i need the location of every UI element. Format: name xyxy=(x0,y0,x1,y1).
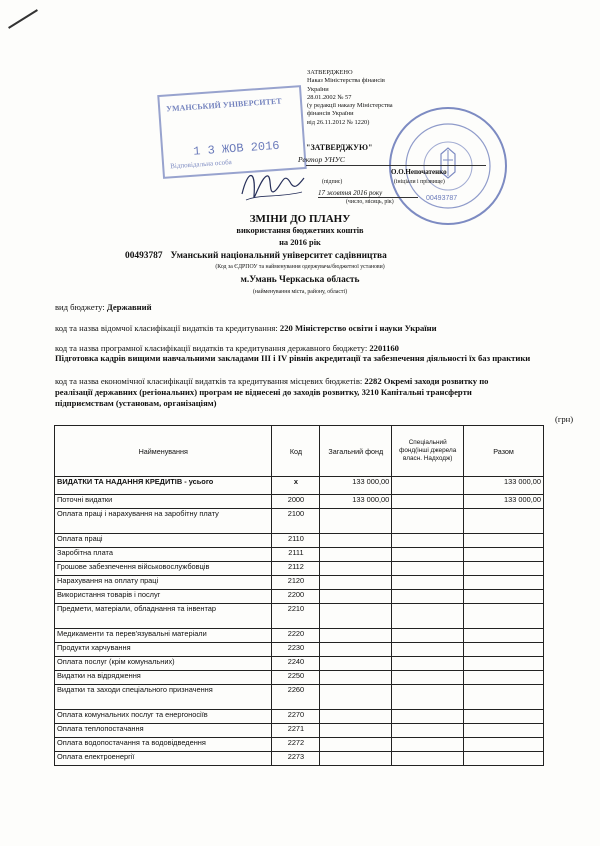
row-code: 2270 xyxy=(272,710,320,724)
city-caption: (найменування міста, району, області) xyxy=(252,289,348,295)
col-name-header: Найменування xyxy=(55,426,272,477)
approval-line: (у редакції наказу Міністерства xyxy=(307,102,393,110)
row-name: Оплата праці xyxy=(55,534,272,548)
row-special xyxy=(392,590,464,604)
row-name: Медикаменти та перев'язувальні матеріали xyxy=(55,629,272,643)
budget-type-line xyxy=(55,302,152,312)
row-special xyxy=(392,548,464,562)
approve-rektor: Ректор УНУС xyxy=(298,155,345,164)
row-total: 133 000,00 xyxy=(464,477,544,495)
approval-line: України xyxy=(307,85,329,93)
row-special xyxy=(392,657,464,671)
prog-label: код та назва програмної класифікації видатків та кредитування державного бюджету: xyxy=(55,343,370,353)
row-code: 2220 xyxy=(272,629,320,643)
row-name: Оплата праці і нарахування на заробітну плату xyxy=(55,509,272,534)
row-general: 133 000,00 xyxy=(320,477,392,495)
row-special xyxy=(392,477,464,495)
org-line xyxy=(125,251,387,261)
row-general xyxy=(320,629,392,643)
row-general xyxy=(320,590,392,604)
pen-mark xyxy=(8,9,38,29)
row-general xyxy=(320,685,392,710)
row-total xyxy=(464,590,544,604)
date-caption: (число, місяць, рік) xyxy=(346,199,394,205)
approval-line: ЗАТВЕРДЖЕНО xyxy=(307,69,353,76)
row-special xyxy=(392,738,464,752)
col-special-header: Спеціальний фонд(інші джерела власн. Надходж) xyxy=(392,426,464,477)
row-name: Заробітна плата xyxy=(55,548,272,562)
approval-line: Наказ Міністерства фінансів xyxy=(307,77,385,85)
row-name: Оплата комунальних послуг та енергоносіїв xyxy=(55,710,272,724)
row-total xyxy=(464,509,544,534)
row-total: 133 000,00 xyxy=(464,495,544,509)
org-code: 00493787 xyxy=(125,251,163,261)
handwritten-signature-icon xyxy=(238,164,308,208)
row-code: 2000 xyxy=(272,495,320,509)
row-name: Оплата електроенергії xyxy=(55,752,272,766)
row-total xyxy=(464,752,544,766)
row-general xyxy=(320,671,392,685)
table-row xyxy=(55,724,544,738)
city: м.Умань Черкаська область xyxy=(240,275,360,285)
col-total-header: Разом xyxy=(464,426,544,477)
approve-date: 17 жовтня 2016 року xyxy=(318,189,418,198)
expenditure-table xyxy=(54,425,544,766)
row-name: Видатки на відрядження xyxy=(55,671,272,685)
dept-value: 220 Міністерство освіти і науки України xyxy=(279,323,437,333)
row-name: Поточні видатки xyxy=(55,495,272,509)
row-special xyxy=(392,576,464,590)
table-row xyxy=(55,738,544,752)
approval-line: фінансів України xyxy=(307,110,354,118)
dept-label: код та назва відомчої класифікації видатків та кредитування: xyxy=(55,323,280,333)
row-special xyxy=(392,643,464,657)
row-total xyxy=(464,562,544,576)
econ-label: код та назва економічної класифікації видатків та кредитування місцевих бюджетів: xyxy=(55,376,365,386)
row-name: Оплата теплопостачання xyxy=(55,724,272,738)
row-code: 2100 xyxy=(272,509,320,534)
row-total xyxy=(464,629,544,643)
row-general xyxy=(320,534,392,548)
table-header-row xyxy=(55,426,544,477)
prog-code: 2201160 xyxy=(369,343,399,353)
row-code: 2112 xyxy=(272,562,320,576)
row-special xyxy=(392,495,464,509)
row-code: 2250 xyxy=(272,671,320,685)
row-name: Оплата водопостачання та водовідведення xyxy=(55,738,272,752)
row-special xyxy=(392,685,464,710)
row-special xyxy=(392,509,464,534)
row-special xyxy=(392,629,464,643)
table-row xyxy=(55,477,544,495)
budget-label: вид бюджету: xyxy=(55,302,107,312)
table-row xyxy=(55,509,544,534)
row-general: 133 000,00 xyxy=(320,495,392,509)
seal-code: 00493787 xyxy=(426,195,458,202)
row-code: 2200 xyxy=(272,590,320,604)
row-code: 2273 xyxy=(272,752,320,766)
row-name: ВИДАТКИ ТА НАДАННЯ КРЕДИТІВ - усього xyxy=(55,477,272,495)
row-general xyxy=(320,752,392,766)
econ-value: 2282 Окремі заходи розвитку по реалізації державних (регіональних) програм не віднесені до заходів розвитку, 3210 Капітальні трансферти підприємствам (установам, організаціям) xyxy=(55,376,489,408)
row-name: Продукти харчування xyxy=(55,643,272,657)
currency-unit: (грн) xyxy=(555,414,574,424)
row-total xyxy=(464,724,544,738)
row-name: Використання товарів і послуг xyxy=(55,590,272,604)
row-code: 2111 xyxy=(272,548,320,562)
doc-subtitle: використання бюджетних коштів xyxy=(236,226,364,235)
row-general xyxy=(320,643,392,657)
row-general xyxy=(320,509,392,534)
table-row xyxy=(55,657,544,671)
table-row xyxy=(55,590,544,604)
row-general xyxy=(320,576,392,590)
table-row xyxy=(55,710,544,724)
row-general xyxy=(320,548,392,562)
stamp-date: 1 3 ЖОВ 2016 xyxy=(192,138,280,159)
row-code: 2230 xyxy=(272,643,320,657)
row-code: 2240 xyxy=(272,657,320,671)
row-special xyxy=(392,752,464,766)
row-total xyxy=(464,534,544,548)
org-name: Уманський національний університет садівництва xyxy=(170,251,387,261)
row-code: 2260 xyxy=(272,685,320,710)
row-code: х xyxy=(272,477,320,495)
row-general xyxy=(320,710,392,724)
row-total xyxy=(464,738,544,752)
approve-signer: О.О.Непочатенко xyxy=(391,168,447,176)
row-total xyxy=(464,604,544,629)
row-general xyxy=(320,738,392,752)
table-row xyxy=(55,671,544,685)
prog-line xyxy=(55,343,399,353)
row-general xyxy=(320,604,392,629)
approval-line: від 26.11.2012 № 1220) xyxy=(307,118,370,126)
prog-name-line xyxy=(55,353,535,364)
org-caption: (Код за ЄДРПОУ та найменування одержувача/бюджетної установи) xyxy=(215,264,385,270)
table-row xyxy=(55,548,544,562)
prog-value: Підготовка кадрів вищими навчальними закладами ІІІ і IV рівнів акредитації та забезпечення діяльності їх баз практики xyxy=(55,353,531,363)
col-code-header: Код xyxy=(272,426,320,477)
dept-line xyxy=(55,323,437,333)
stamp-note: Відповідальна особа xyxy=(169,158,233,171)
stamp-org: УМАНСЬКИЙ УНІВЕРСИТЕТ xyxy=(165,96,282,114)
table-row xyxy=(55,576,544,590)
row-total xyxy=(464,710,544,724)
row-general xyxy=(320,657,392,671)
doc-year: на 2016 рік xyxy=(279,238,321,247)
row-code: 2271 xyxy=(272,724,320,738)
table-row xyxy=(55,495,544,509)
approval-line: 28.01.2002 № 57 xyxy=(307,93,352,101)
table-row xyxy=(55,643,544,657)
row-special xyxy=(392,562,464,576)
row-name: Грошове забезпечення військовослужбовців xyxy=(55,562,272,576)
row-special xyxy=(392,724,464,738)
signature-line xyxy=(306,165,486,166)
table-row xyxy=(55,752,544,766)
row-code: 2110 xyxy=(272,534,320,548)
budget-value: Державний xyxy=(106,302,152,312)
row-total xyxy=(464,548,544,562)
row-total xyxy=(464,685,544,710)
table-row xyxy=(55,604,544,629)
row-total xyxy=(464,643,544,657)
row-total xyxy=(464,671,544,685)
row-name: Нарахування на оплату праці xyxy=(55,576,272,590)
row-special xyxy=(392,671,464,685)
table-row xyxy=(55,629,544,643)
university-seal-icon xyxy=(386,104,510,228)
row-special xyxy=(392,534,464,548)
approve-title: "ЗАТВЕРДЖУЮ" xyxy=(306,143,373,152)
table-row xyxy=(55,685,544,710)
row-code: 2272 xyxy=(272,738,320,752)
row-total xyxy=(464,657,544,671)
doc-title: ЗМІНИ ДО ПЛАНУ xyxy=(249,213,351,225)
row-general xyxy=(320,562,392,576)
econ-line xyxy=(55,376,525,409)
row-general xyxy=(320,724,392,738)
row-special xyxy=(392,604,464,629)
row-name: Видатки та заходи спеціального призначення xyxy=(55,685,272,710)
table-row xyxy=(55,562,544,576)
col-general-header: Загальний фонд xyxy=(320,426,392,477)
row-name: Предмети, матеріали, обладнання та інвентар xyxy=(55,604,272,629)
initials-caption: (ініціали і прізвище) xyxy=(394,179,445,185)
row-special xyxy=(392,710,464,724)
table-row xyxy=(55,534,544,548)
row-code: 2210 xyxy=(272,604,320,629)
row-name: Оплата послуг (крім комунальних) xyxy=(55,657,272,671)
row-code: 2120 xyxy=(272,576,320,590)
row-total xyxy=(464,576,544,590)
sign-caption: (підпис) xyxy=(322,179,343,185)
